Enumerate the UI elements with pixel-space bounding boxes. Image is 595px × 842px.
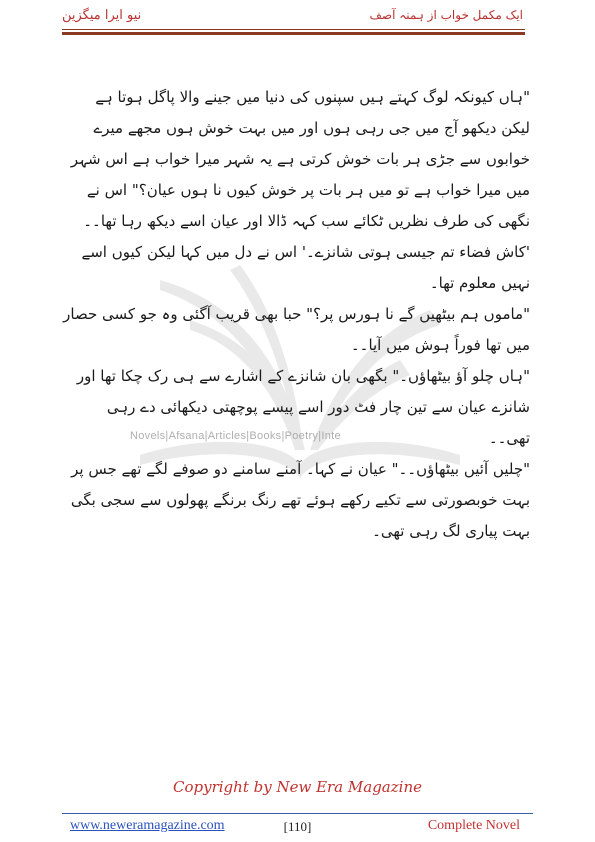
paragraph: "ماموں ہم بیٹھیں گے نا ہورس پر؟" حبا بھی قریب آگئی وہ جو کسی حصار میں تھا فوراً ہوش میں آیا۔۔: [63, 305, 530, 354]
paragraph: "ہاں کیونکہ لوگ کہتے ہیں سپنوں کی دنیا میں جینے والا پاگل ہوتا ہے لیکن دیکھو آج میں جی رہی ہوں اور میں بہت خوش ہوں مجھے میرے خوابوں سے جڑی ہر بات خوش کرتی ہے یہ شہر میرا خواب ہے اس شہر میں میرا خواب ہے تو میں ہر بات پر خوش کیوں نا ہوں عیان؟" اس نے نگھی کی طرف نظریں ٹکائے سب کہہ ڈالا اور عیان اسے دیکھ رہا تھا۔۔: [70, 88, 530, 230]
header-rule-thick: [62, 32, 525, 35]
paragraph: 'کاش فضاء تم جیسی ہوتی شانزے۔' اس نے دل میں کہا لیکن کیوں اسے نہیں معلوم تھا۔: [81, 243, 530, 292]
watermark-categories: Novels|Afsana|Articles|Books|Poetry|Inte: [130, 430, 341, 442]
magazine-name: نیو ایرا میگزین: [62, 8, 142, 23]
footer-rule: [62, 813, 533, 814]
header-rule-thin: [62, 29, 525, 30]
paragraph: "چلیں آئیں بیٹھاؤں۔۔" عیان نے کہا۔ آمنے سامنے دو صوفے لگے تھے جس پر بہت خوبصورتی سے تکیے رکھے ہوئے تھے رنگ برنگے پھولوں سے سجی بگی بہت پیاری لگ رہی تھی۔: [70, 460, 530, 540]
novel-category: Complete Novel: [427, 818, 520, 833]
novel-title: ایک مکمل خواب از ہمنہ آصف: [369, 8, 523, 22]
copyright-notice: Copyright by New Era Magazine: [173, 778, 422, 796]
page-number: [110]: [283, 819, 312, 834]
story-body: [62, 82, 530, 547]
paragraph: "ہاں چلو آؤ بیٹھاؤں۔" بگھی بان شانزے کے اشارے سے ہی رک چکا تھا اور شانزے عیان سے تین چار فٹ دور اسے پیسے پوچھتی دیکھائی دے رہی تھی۔۔: [76, 367, 530, 447]
website-link[interactable]: www.neweramagazine.com: [70, 818, 225, 833]
